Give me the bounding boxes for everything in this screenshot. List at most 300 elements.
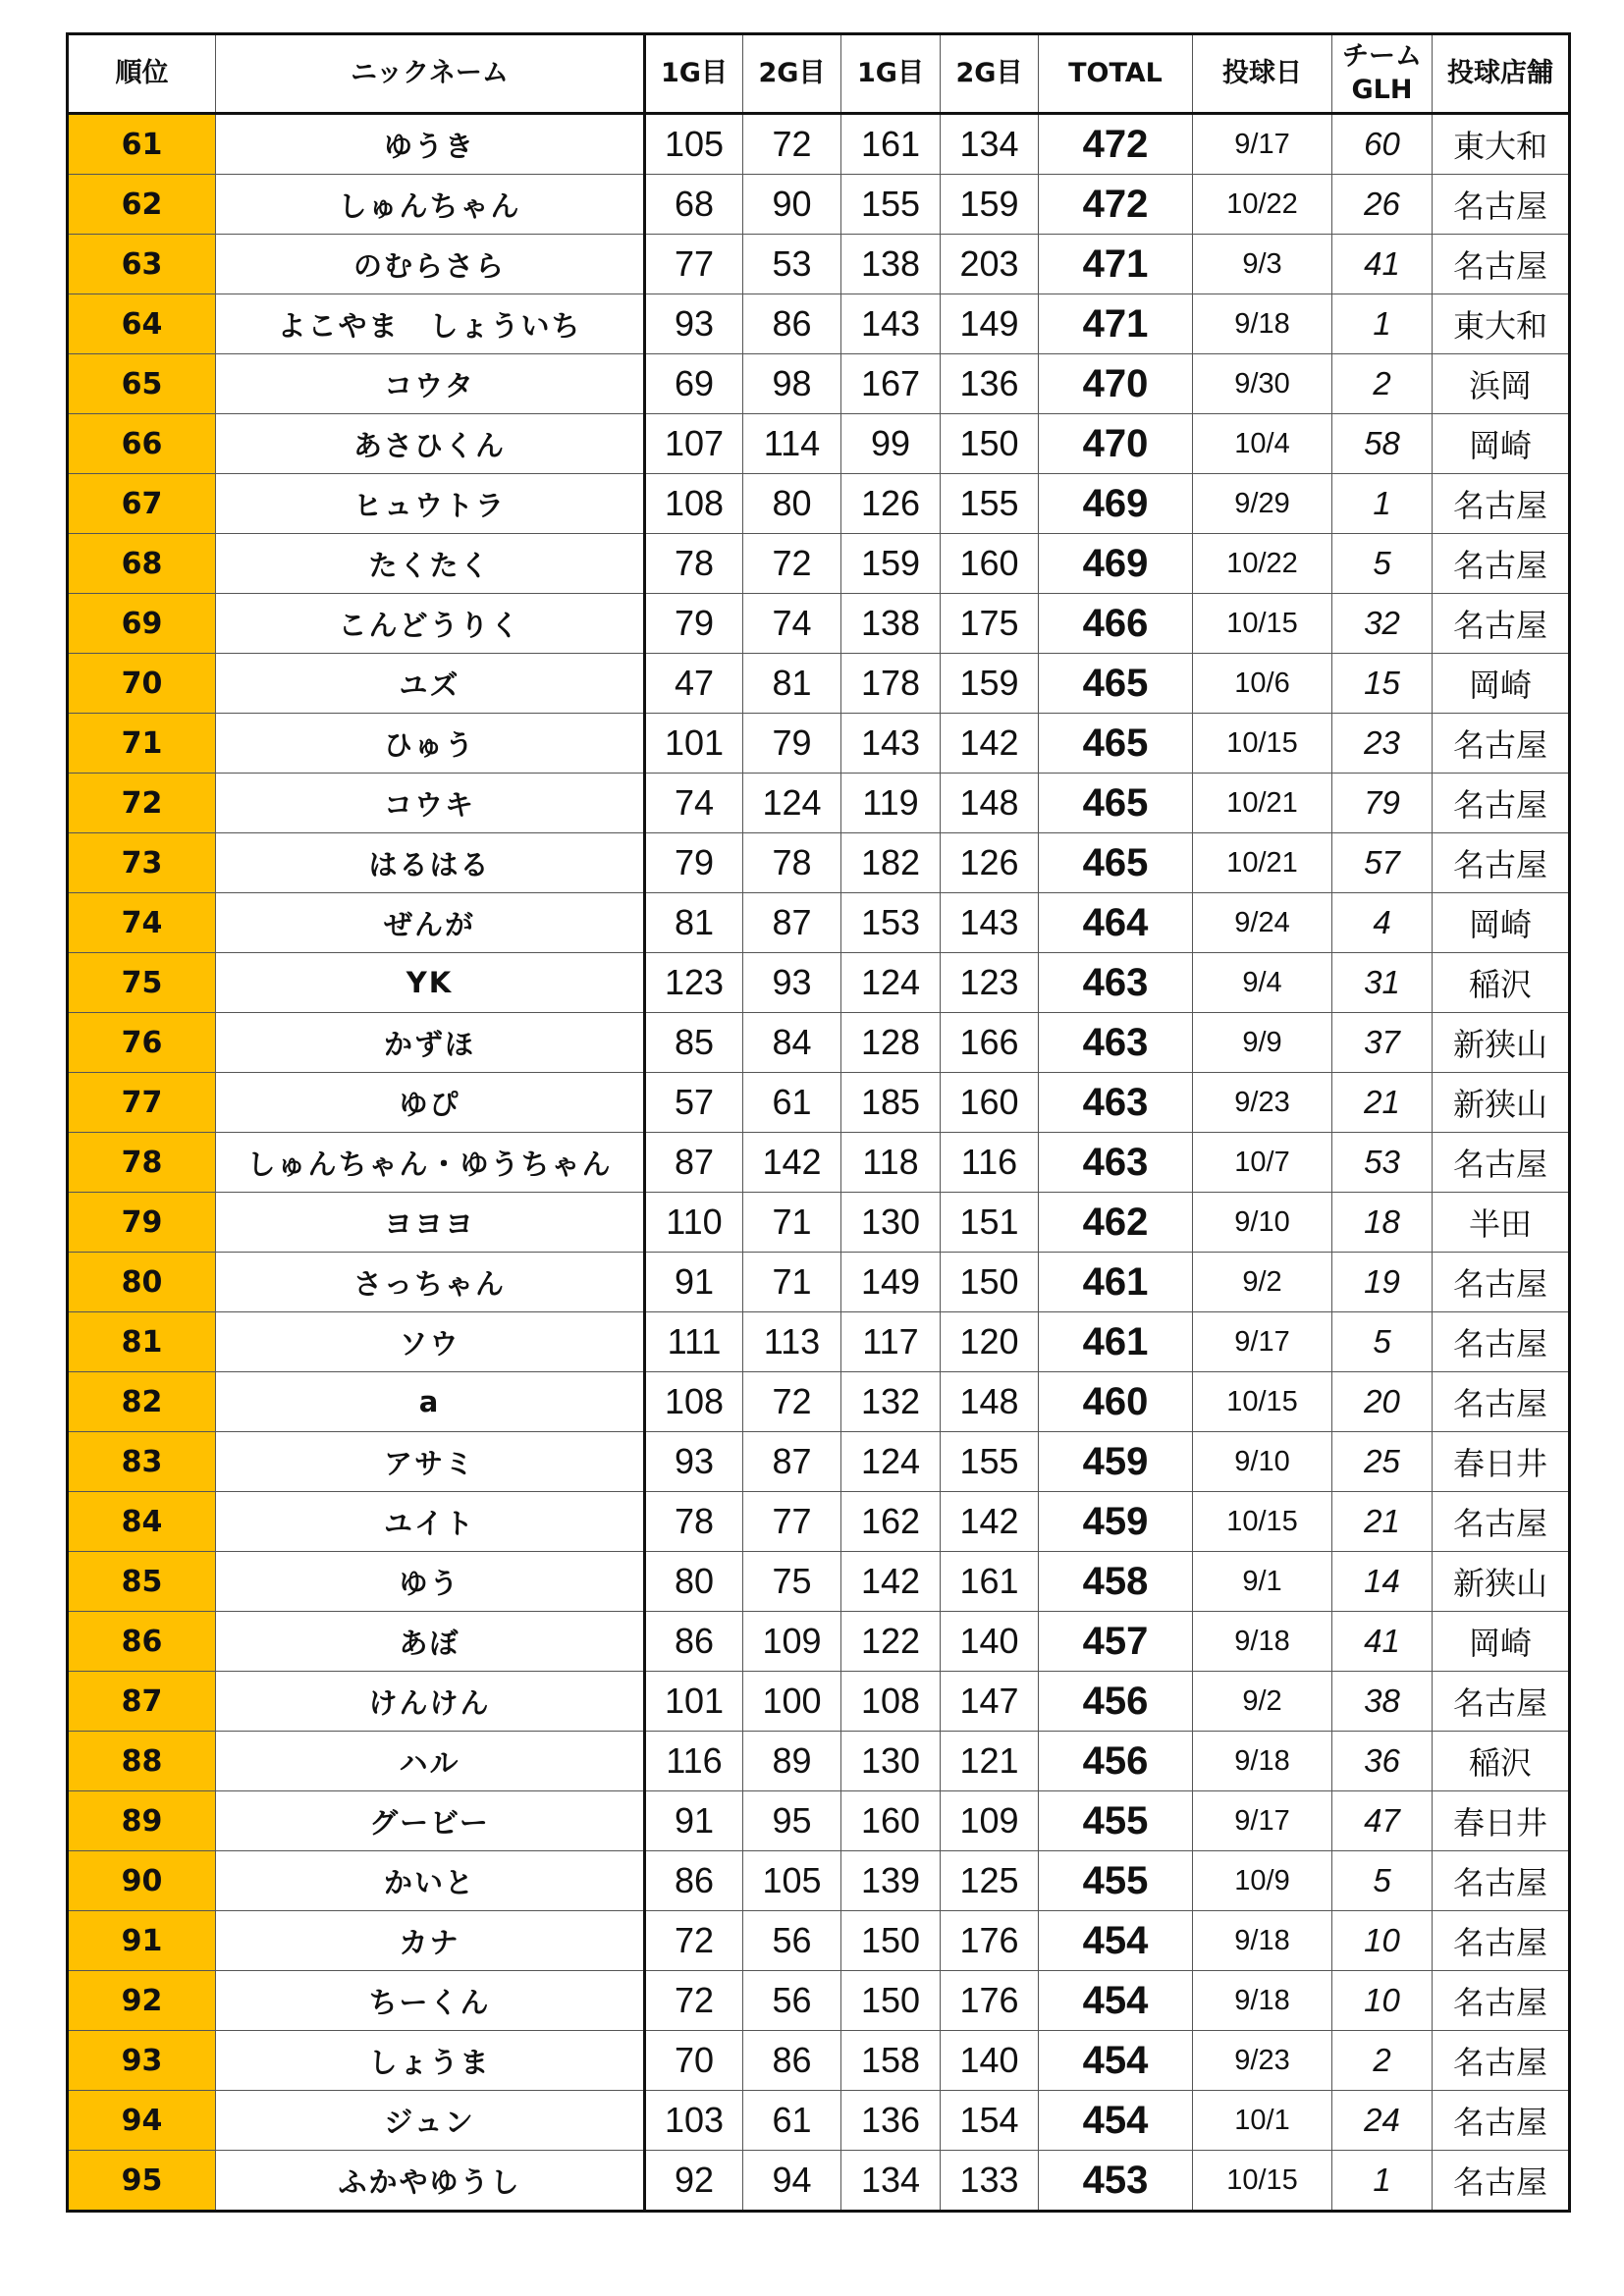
- nickname-cell: ユズ: [216, 654, 645, 714]
- game2-first-cell: 61: [743, 2091, 841, 2151]
- game1-first-cell: 86: [645, 1612, 743, 1672]
- store-cell: 岡崎: [1433, 654, 1570, 714]
- game2-first-cell: 124: [743, 774, 841, 833]
- team-glh-cell: 58: [1332, 414, 1433, 474]
- table-row: [68, 534, 1570, 594]
- date-cell: 9/17: [1193, 1312, 1332, 1372]
- game1-second-cell: 118: [841, 1133, 941, 1193]
- table-row: [68, 1552, 1570, 1612]
- date-cell: 9/18: [1193, 1911, 1332, 1971]
- game2-second-cell: 143: [941, 893, 1039, 953]
- table-row: [68, 1432, 1570, 1492]
- game2-second-cell: 116: [941, 1133, 1039, 1193]
- total-cell: 472: [1039, 175, 1193, 235]
- game2-first-cell: 84: [743, 1013, 841, 1073]
- date-cell: 9/29: [1193, 474, 1332, 534]
- team-glh-cell: 23: [1332, 714, 1433, 774]
- ranking-table: [66, 32, 1571, 2213]
- date-cell: 10/7: [1193, 1133, 1332, 1193]
- team-glh-cell: 79: [1332, 774, 1433, 833]
- game2-second-cell: 175: [941, 594, 1039, 654]
- date-cell: 9/23: [1193, 1073, 1332, 1133]
- rank-cell: 92: [68, 1971, 216, 2031]
- team-glh-cell: 53: [1332, 1133, 1433, 1193]
- header-game2-first: 2G目: [743, 34, 841, 114]
- table-row: [68, 1672, 1570, 1732]
- header-store: 投球店舗: [1433, 34, 1570, 114]
- rank-cell: 93: [68, 2031, 216, 2091]
- game2-first-cell: 114: [743, 414, 841, 474]
- store-cell: 名古屋: [1433, 1133, 1570, 1193]
- game1-second-cell: 119: [841, 774, 941, 833]
- rank-cell: 71: [68, 714, 216, 774]
- table-row: [68, 714, 1570, 774]
- rank-cell: 91: [68, 1911, 216, 1971]
- nickname-cell: a: [216, 1372, 645, 1432]
- rank-cell: 76: [68, 1013, 216, 1073]
- game2-second-cell: 121: [941, 1732, 1039, 1791]
- total-cell: 465: [1039, 833, 1193, 893]
- header-team-line1: チーム: [1342, 41, 1422, 73]
- game1-second-cell: 160: [841, 1791, 941, 1851]
- game2-first-cell: 98: [743, 354, 841, 414]
- rank-cell: 66: [68, 414, 216, 474]
- game2-first-cell: 87: [743, 893, 841, 953]
- total-cell: 459: [1039, 1492, 1193, 1552]
- total-cell: 455: [1039, 1851, 1193, 1911]
- game1-second-cell: 161: [841, 114, 941, 175]
- header-nickname: ニックネーム: [216, 34, 645, 114]
- rank-cell: 87: [68, 1672, 216, 1732]
- date-cell: 10/15: [1193, 2151, 1332, 2212]
- game2-first-cell: 142: [743, 1133, 841, 1193]
- game1-second-cell: 132: [841, 1372, 941, 1432]
- store-cell: 新狭山: [1433, 1552, 1570, 1612]
- team-glh-cell: 24: [1332, 2091, 1433, 2151]
- game1-second-cell: 130: [841, 1732, 941, 1791]
- game1-second-cell: 185: [841, 1073, 941, 1133]
- rank-cell: 70: [68, 654, 216, 714]
- team-glh-cell: 57: [1332, 833, 1433, 893]
- game1-first-cell: 92: [645, 2151, 743, 2212]
- game1-first-cell: 47: [645, 654, 743, 714]
- game1-second-cell: 138: [841, 235, 941, 294]
- team-glh-cell: 31: [1332, 953, 1433, 1013]
- game2-second-cell: 136: [941, 354, 1039, 414]
- nickname-cell: ぜんが: [216, 893, 645, 953]
- date-cell: 10/15: [1193, 1492, 1332, 1552]
- rank-cell: 78: [68, 1133, 216, 1193]
- game1-first-cell: 72: [645, 1971, 743, 2031]
- date-cell: 9/18: [1193, 1732, 1332, 1791]
- game1-second-cell: 122: [841, 1612, 941, 1672]
- game2-second-cell: 120: [941, 1312, 1039, 1372]
- game2-first-cell: 87: [743, 1432, 841, 1492]
- rank-cell: 74: [68, 893, 216, 953]
- total-cell: 458: [1039, 1552, 1193, 1612]
- game2-first-cell: 90: [743, 175, 841, 235]
- game2-second-cell: 142: [941, 714, 1039, 774]
- rank-cell: 85: [68, 1552, 216, 1612]
- date-cell: 9/18: [1193, 1612, 1332, 1672]
- total-cell: 471: [1039, 235, 1193, 294]
- rank-cell: 77: [68, 1073, 216, 1133]
- date-cell: 10/15: [1193, 714, 1332, 774]
- team-glh-cell: 1: [1332, 474, 1433, 534]
- total-cell: 462: [1039, 1193, 1193, 1253]
- date-cell: 10/21: [1193, 774, 1332, 833]
- total-cell: 463: [1039, 1073, 1193, 1133]
- game1-second-cell: 128: [841, 1013, 941, 1073]
- game1-first-cell: 57: [645, 1073, 743, 1133]
- rank-cell: 75: [68, 953, 216, 1013]
- game2-first-cell: 56: [743, 1911, 841, 1971]
- game2-second-cell: 166: [941, 1013, 1039, 1073]
- rank-cell: 81: [68, 1312, 216, 1372]
- table-row: [68, 1133, 1570, 1193]
- team-glh-cell: 21: [1332, 1492, 1433, 1552]
- nickname-cell: YK: [216, 953, 645, 1013]
- game2-first-cell: 71: [743, 1193, 841, 1253]
- table-row: [68, 414, 1570, 474]
- game2-first-cell: 72: [743, 534, 841, 594]
- nickname-cell: コウタ: [216, 354, 645, 414]
- game2-first-cell: 86: [743, 294, 841, 354]
- nickname-cell: こんどうりく: [216, 594, 645, 654]
- game1-second-cell: 143: [841, 714, 941, 774]
- total-cell: 459: [1039, 1432, 1193, 1492]
- game2-first-cell: 81: [743, 654, 841, 714]
- game2-second-cell: 154: [941, 2091, 1039, 2151]
- game1-second-cell: 143: [841, 294, 941, 354]
- table-row: [68, 235, 1570, 294]
- game1-first-cell: 81: [645, 893, 743, 953]
- store-cell: 名古屋: [1433, 1492, 1570, 1552]
- team-glh-cell: 10: [1332, 1911, 1433, 1971]
- date-cell: 10/1: [1193, 2091, 1332, 2151]
- nickname-cell: しゅんちゃん・ゆうちゃん: [216, 1133, 645, 1193]
- game2-second-cell: 149: [941, 294, 1039, 354]
- total-cell: 471: [1039, 294, 1193, 354]
- header-team-glh: [1332, 34, 1433, 114]
- rank-cell: 95: [68, 2151, 216, 2212]
- total-cell: 456: [1039, 1672, 1193, 1732]
- date-cell: 9/23: [1193, 2031, 1332, 2091]
- total-cell: 464: [1039, 893, 1193, 953]
- store-cell: 春日井: [1433, 1791, 1570, 1851]
- table-row: [68, 654, 1570, 714]
- game2-first-cell: 86: [743, 2031, 841, 2091]
- date-cell: 9/17: [1193, 114, 1332, 175]
- game2-second-cell: 150: [941, 1253, 1039, 1312]
- header-game1-first: 1G目: [645, 34, 743, 114]
- total-cell: 457: [1039, 1612, 1193, 1672]
- game1-second-cell: 167: [841, 354, 941, 414]
- store-cell: 名古屋: [1433, 1672, 1570, 1732]
- game2-second-cell: 155: [941, 474, 1039, 534]
- store-cell: 稲沢: [1433, 953, 1570, 1013]
- team-glh-cell: 15: [1332, 654, 1433, 714]
- game2-second-cell: 142: [941, 1492, 1039, 1552]
- date-cell: 9/17: [1193, 1791, 1332, 1851]
- total-cell: 469: [1039, 474, 1193, 534]
- total-cell: 469: [1039, 534, 1193, 594]
- team-glh-cell: 5: [1332, 534, 1433, 594]
- rank-cell: 79: [68, 1193, 216, 1253]
- store-cell: 稲沢: [1433, 1732, 1570, 1791]
- header-date: 投球日: [1193, 34, 1332, 114]
- game1-first-cell: 77: [645, 235, 743, 294]
- date-cell: 9/18: [1193, 294, 1332, 354]
- header-row: [68, 34, 1570, 114]
- total-cell: 461: [1039, 1253, 1193, 1312]
- total-cell: 470: [1039, 414, 1193, 474]
- rank-cell: 62: [68, 175, 216, 235]
- date-cell: 9/3: [1193, 235, 1332, 294]
- game1-first-cell: 68: [645, 175, 743, 235]
- table-row: [68, 1732, 1570, 1791]
- date-cell: 10/22: [1193, 175, 1332, 235]
- table-row: [68, 474, 1570, 534]
- rank-cell: 64: [68, 294, 216, 354]
- table-row: [68, 1013, 1570, 1073]
- nickname-cell: よこやま しょういち: [216, 294, 645, 354]
- team-glh-cell: 18: [1332, 1193, 1433, 1253]
- nickname-cell: ゆうき: [216, 114, 645, 175]
- rank-cell: 67: [68, 474, 216, 534]
- total-cell: 465: [1039, 714, 1193, 774]
- game2-second-cell: 134: [941, 114, 1039, 175]
- nickname-cell: ゆぴ: [216, 1073, 645, 1133]
- game1-first-cell: 123: [645, 953, 743, 1013]
- game2-first-cell: 53: [743, 235, 841, 294]
- nickname-cell: けんけん: [216, 1672, 645, 1732]
- team-glh-cell: 5: [1332, 1312, 1433, 1372]
- table-row: [68, 2091, 1570, 2151]
- store-cell: 新狭山: [1433, 1013, 1570, 1073]
- store-cell: 名古屋: [1433, 1851, 1570, 1911]
- game1-first-cell: 91: [645, 1253, 743, 1312]
- team-glh-cell: 47: [1332, 1791, 1433, 1851]
- total-cell: 455: [1039, 1791, 1193, 1851]
- game2-second-cell: 140: [941, 1612, 1039, 1672]
- rank-cell: 68: [68, 534, 216, 594]
- game1-first-cell: 108: [645, 474, 743, 534]
- nickname-cell: ハル: [216, 1732, 645, 1791]
- game1-second-cell: 149: [841, 1253, 941, 1312]
- game1-second-cell: 130: [841, 1193, 941, 1253]
- game1-first-cell: 110: [645, 1193, 743, 1253]
- table-row: [68, 893, 1570, 953]
- game2-second-cell: 126: [941, 833, 1039, 893]
- total-cell: 461: [1039, 1312, 1193, 1372]
- table-row: [68, 1492, 1570, 1552]
- store-cell: 名古屋: [1433, 1253, 1570, 1312]
- game1-second-cell: 124: [841, 953, 941, 1013]
- store-cell: 名古屋: [1433, 534, 1570, 594]
- game2-second-cell: 133: [941, 2151, 1039, 2212]
- game2-first-cell: 77: [743, 1492, 841, 1552]
- store-cell: 岡崎: [1433, 893, 1570, 953]
- total-cell: 454: [1039, 1911, 1193, 1971]
- game1-second-cell: 155: [841, 175, 941, 235]
- total-cell: 453: [1039, 2151, 1193, 2212]
- game1-first-cell: 101: [645, 714, 743, 774]
- store-cell: 名古屋: [1433, 1372, 1570, 1432]
- total-cell: 463: [1039, 953, 1193, 1013]
- date-cell: 9/1: [1193, 1552, 1332, 1612]
- rank-cell: 69: [68, 594, 216, 654]
- store-cell: 名古屋: [1433, 2091, 1570, 2151]
- team-glh-cell: 36: [1332, 1732, 1433, 1791]
- game2-first-cell: 93: [743, 953, 841, 1013]
- game1-first-cell: 108: [645, 1372, 743, 1432]
- date-cell: 10/9: [1193, 1851, 1332, 1911]
- store-cell: 岡崎: [1433, 1612, 1570, 1672]
- game1-first-cell: 78: [645, 1492, 743, 1552]
- date-cell: 10/22: [1193, 534, 1332, 594]
- date-cell: 9/24: [1193, 893, 1332, 953]
- date-cell: 10/4: [1193, 414, 1332, 474]
- nickname-cell: しゅんちゃん: [216, 175, 645, 235]
- table-row: [68, 175, 1570, 235]
- nickname-cell: ちーくん: [216, 1971, 645, 2031]
- table-row: [68, 1791, 1570, 1851]
- game1-first-cell: 111: [645, 1312, 743, 1372]
- store-cell: 名古屋: [1433, 2031, 1570, 2091]
- rank-cell: 65: [68, 354, 216, 414]
- table-row: [68, 294, 1570, 354]
- game1-first-cell: 91: [645, 1791, 743, 1851]
- store-cell: 新狭山: [1433, 1073, 1570, 1133]
- game1-second-cell: 108: [841, 1672, 941, 1732]
- team-glh-cell: 26: [1332, 175, 1433, 235]
- game2-first-cell: 56: [743, 1971, 841, 2031]
- game2-first-cell: 94: [743, 2151, 841, 2212]
- store-cell: 東大和: [1433, 114, 1570, 175]
- team-glh-cell: 5: [1332, 1851, 1433, 1911]
- team-glh-cell: 20: [1332, 1372, 1433, 1432]
- game1-first-cell: 72: [645, 1911, 743, 1971]
- table-row: [68, 953, 1570, 1013]
- team-glh-cell: 21: [1332, 1073, 1433, 1133]
- game2-first-cell: 72: [743, 114, 841, 175]
- store-cell: 名古屋: [1433, 2151, 1570, 2212]
- date-cell: 9/2: [1193, 1253, 1332, 1312]
- game2-first-cell: 72: [743, 1372, 841, 1432]
- total-cell: 456: [1039, 1732, 1193, 1791]
- game1-second-cell: 99: [841, 414, 941, 474]
- store-cell: 名古屋: [1433, 235, 1570, 294]
- game2-second-cell: 148: [941, 1372, 1039, 1432]
- game2-second-cell: 140: [941, 2031, 1039, 2091]
- game2-second-cell: 148: [941, 774, 1039, 833]
- nickname-cell: さっちゃん: [216, 1253, 645, 1312]
- total-cell: 470: [1039, 354, 1193, 414]
- table-row: [68, 2151, 1570, 2212]
- rank-cell: 80: [68, 1253, 216, 1312]
- game2-second-cell: 147: [941, 1672, 1039, 1732]
- nickname-cell: ゆう: [216, 1552, 645, 1612]
- nickname-cell: しょうま: [216, 2031, 645, 2091]
- game1-second-cell: 139: [841, 1851, 941, 1911]
- store-cell: 名古屋: [1433, 1312, 1570, 1372]
- game1-first-cell: 70: [645, 2031, 743, 2091]
- rank-cell: 73: [68, 833, 216, 893]
- game2-first-cell: 61: [743, 1073, 841, 1133]
- date-cell: 9/9: [1193, 1013, 1332, 1073]
- total-cell: 465: [1039, 654, 1193, 714]
- date-cell: 10/6: [1193, 654, 1332, 714]
- date-cell: 9/10: [1193, 1193, 1332, 1253]
- rank-cell: 82: [68, 1372, 216, 1432]
- table-row: [68, 1971, 1570, 2031]
- game2-second-cell: 123: [941, 953, 1039, 1013]
- game1-second-cell: 142: [841, 1552, 941, 1612]
- nickname-cell: グービー: [216, 1791, 645, 1851]
- game2-first-cell: 74: [743, 594, 841, 654]
- ranking-rows: [68, 114, 1570, 2212]
- game1-second-cell: 158: [841, 2031, 941, 2091]
- date-cell: 10/15: [1193, 1372, 1332, 1432]
- rank-cell: 61: [68, 114, 216, 175]
- game1-second-cell: 153: [841, 893, 941, 953]
- game1-first-cell: 86: [645, 1851, 743, 1911]
- total-cell: 460: [1039, 1372, 1193, 1432]
- game2-second-cell: 155: [941, 1432, 1039, 1492]
- total-cell: 454: [1039, 1971, 1193, 2031]
- rank-cell: 86: [68, 1612, 216, 1672]
- nickname-cell: ふかやゆうし: [216, 2151, 645, 2212]
- nickname-cell: アサミ: [216, 1432, 645, 1492]
- game2-second-cell: 125: [941, 1851, 1039, 1911]
- store-cell: 東大和: [1433, 294, 1570, 354]
- game2-first-cell: 95: [743, 1791, 841, 1851]
- total-cell: 466: [1039, 594, 1193, 654]
- nickname-cell: かずほ: [216, 1013, 645, 1073]
- team-glh-cell: 14: [1332, 1552, 1433, 1612]
- nickname-cell: かいと: [216, 1851, 645, 1911]
- team-glh-cell: 32: [1332, 594, 1433, 654]
- game2-first-cell: 75: [743, 1552, 841, 1612]
- game1-second-cell: 150: [841, 1971, 941, 2031]
- nickname-cell: カナ: [216, 1911, 645, 1971]
- team-glh-cell: 10: [1332, 1971, 1433, 2031]
- date-cell: 10/15: [1193, 594, 1332, 654]
- nickname-cell: ヒュウトラ: [216, 474, 645, 534]
- game2-first-cell: 109: [743, 1612, 841, 1672]
- store-cell: 岡崎: [1433, 414, 1570, 474]
- store-cell: 半田: [1433, 1193, 1570, 1253]
- header-game1-second: 1G目: [841, 34, 941, 114]
- store-cell: 春日井: [1433, 1432, 1570, 1492]
- game1-second-cell: 178: [841, 654, 941, 714]
- table-row: [68, 1851, 1570, 1911]
- team-glh-cell: 19: [1332, 1253, 1433, 1312]
- game1-first-cell: 85: [645, 1013, 743, 1073]
- game1-second-cell: 134: [841, 2151, 941, 2212]
- nickname-cell: はるはる: [216, 833, 645, 893]
- table-row: [68, 594, 1570, 654]
- rank-cell: 72: [68, 774, 216, 833]
- header-rank: 順位: [68, 34, 216, 114]
- nickname-cell: ひゅう: [216, 714, 645, 774]
- nickname-cell: ソウ: [216, 1312, 645, 1372]
- nickname-cell: ジュン: [216, 2091, 645, 2151]
- store-cell: 名古屋: [1433, 1971, 1570, 2031]
- rank-cell: 88: [68, 1732, 216, 1791]
- store-cell: 名古屋: [1433, 594, 1570, 654]
